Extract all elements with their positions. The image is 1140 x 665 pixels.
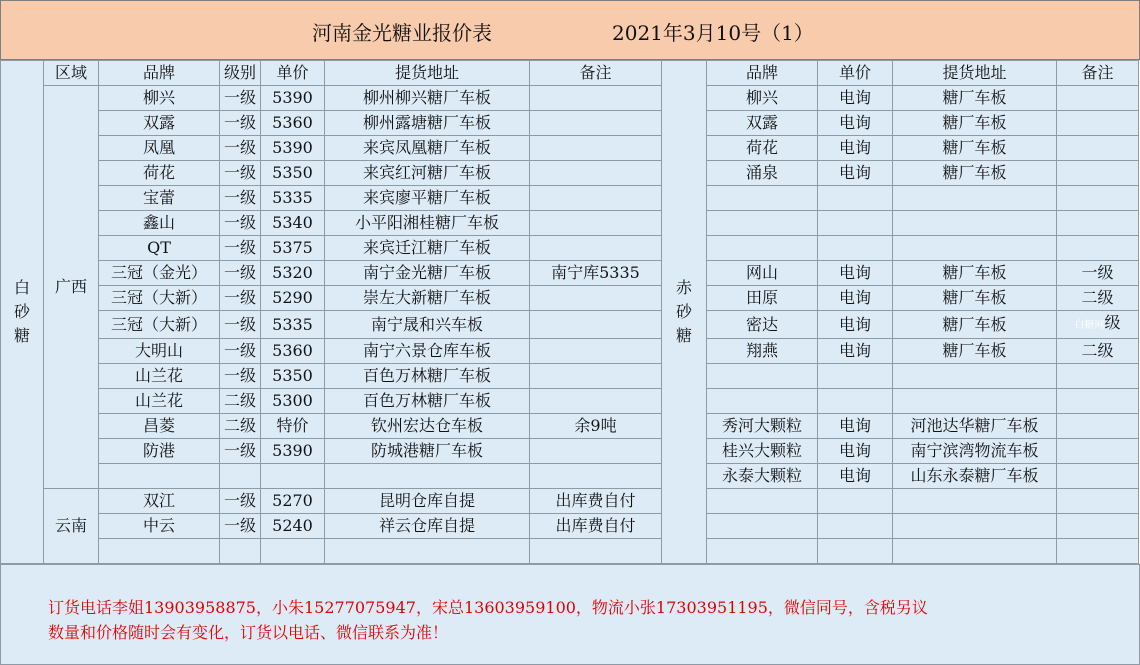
table-row [1,111,1139,136]
grade-cell: 一级 [220,514,261,539]
note-cell [530,539,662,564]
price-cell: 电询 [818,439,893,464]
sheet-date: 2021年3月10号（1） [612,21,814,45]
price-cell: 电询 [818,464,893,489]
table-row [1,261,1139,286]
price-cell: 5290 [261,286,325,311]
table-row [1,186,1139,211]
address-cell: 钦州宏达仓车板 [325,414,530,439]
grade-cell: 一级 [220,364,261,389]
price-cell: 5335 [261,186,325,211]
brand-cell [99,464,220,489]
grade-cell: 一级 [220,111,261,136]
address-cell: 祥云仓库自提 [325,514,530,539]
brand-cell: 凤凰 [99,136,220,161]
note-cell [1057,311,1139,339]
note-cell [1057,439,1139,464]
note-cell [530,389,662,414]
address-cell: 糖厂车板 [893,161,1057,186]
price-cell: 5320 [261,261,325,286]
address-cell: 南宁金光糖厂车板 [325,261,530,286]
brand-cell: 永泰大颗粒 [707,464,818,489]
address-cell [893,364,1057,389]
note-cell [1057,514,1139,539]
price-cell [818,211,893,236]
note-cell [530,186,662,211]
brand-cell [707,186,818,211]
note-cell [1057,86,1139,111]
grade-cell: 一级 [220,86,261,111]
address-cell [893,539,1057,564]
note-text: 二级 [1081,341,1114,360]
column-header: 区域 [44,61,99,86]
address-cell [893,489,1057,514]
brand-cell: 防港 [99,439,220,464]
address-cell [893,514,1057,539]
price-cell [818,389,893,414]
table-row [1,364,1139,389]
brand-cell: 鑫山 [99,211,220,236]
brand-cell: 宝蕾 [99,186,220,211]
note-cell [530,236,662,261]
note-text: 一级 [1081,263,1114,282]
grade-cell: 一级 [220,211,261,236]
price-cell: 5390 [261,136,325,161]
sheet-title: 河南金光糖业报价表 [312,21,492,45]
address-cell: 来宾迁江糖厂车板 [325,236,530,261]
price-cell [818,489,893,514]
address-cell: 糖厂车板 [893,339,1057,364]
address-cell: 糖厂车板 [893,286,1057,311]
address-cell: 糖厂车板 [893,311,1057,339]
note-text: 级 [1104,313,1121,332]
note-cell [1057,414,1139,439]
note-cell [530,111,662,136]
brand-cell: 荷花 [99,161,220,186]
price-cell: 电询 [818,261,893,286]
note-cell [530,464,662,489]
brand-cell: 大明山 [99,339,220,364]
watermark-text: 白糖网 [1074,320,1105,331]
table-row [1,311,1139,339]
price-cell: 电询 [818,311,893,339]
price-cell: 5270 [261,489,325,514]
column-header: 提货地址 [325,61,530,86]
price-table [0,60,1139,564]
grade-cell: 一级 [220,261,261,286]
note-cell [1057,186,1139,211]
note-cell [1057,464,1139,489]
address-cell: 来宾红河糖厂车板 [325,161,530,186]
column-header: 品牌 [707,61,818,86]
price-cell: 特价 [261,414,325,439]
address-cell: 崇左大新糖厂车板 [325,286,530,311]
brand-cell: 双江 [99,489,220,514]
price-cell: 电询 [818,339,893,364]
note-cell [1057,161,1139,186]
note-cell: 出库费自付 [530,489,662,514]
note-cell: 南宁库5335 [530,261,662,286]
price-cell [261,539,325,564]
brand-cell: 荷花 [707,136,818,161]
region-cell: 云南 [44,489,99,564]
brand-cell [707,389,818,414]
price-cell [818,514,893,539]
address-cell: 糖厂车板 [893,86,1057,111]
note-cell: 余9吨 [530,414,662,439]
table-row [1,439,1139,464]
title-bar [0,0,1140,60]
address-cell: 南宁滨湾物流车板 [893,439,1057,464]
note-cell [530,364,662,389]
address-cell: 山东永泰糖厂车板 [893,464,1057,489]
grade-cell: 二级 [220,389,261,414]
address-cell: 百色万林糖厂车板 [325,364,530,389]
brand-cell: 网山 [707,261,818,286]
column-header: 单价 [261,61,325,86]
price-cell: 电询 [818,111,893,136]
price-cell: 5360 [261,339,325,364]
grade-cell [220,464,261,489]
brand-cell: QT [99,236,220,261]
price-cell: 5390 [261,86,325,111]
table-row [1,286,1139,311]
note-cell [1057,136,1139,161]
note-cell [530,439,662,464]
price-cell: 电询 [818,161,893,186]
brand-cell [99,539,220,564]
table-row [1,236,1139,261]
brand-cell: 昌菱 [99,414,220,439]
address-cell: 柳州柳兴糖厂车板 [325,86,530,111]
address-cell [893,389,1057,414]
brand-cell [707,364,818,389]
address-cell: 百色万林糖厂车板 [325,389,530,414]
grade-cell: 一级 [220,136,261,161]
price-cell [818,364,893,389]
address-cell: 防城港糖厂车板 [325,439,530,464]
price-cell [818,539,893,564]
price-cell: 5375 [261,236,325,261]
address-cell: 昆明仓库自提 [325,489,530,514]
table-row [1,489,1139,514]
table-row [1,339,1139,364]
column-header: 单价 [818,61,893,86]
brand-cell: 田原 [707,286,818,311]
note-cell [530,136,662,161]
note-cell [530,339,662,364]
price-cell: 5390 [261,439,325,464]
address-cell: 糖厂车板 [893,136,1057,161]
table-row [1,514,1139,539]
price-cell: 5335 [261,311,325,339]
table-row [1,539,1139,564]
note-cell [530,211,662,236]
grade-cell: 一级 [220,489,261,514]
brand-cell: 涌泉 [707,161,818,186]
grade-cell: 一级 [220,161,261,186]
brand-cell: 秀河大颗粒 [707,414,818,439]
table-row [1,136,1139,161]
grade-cell: 一级 [220,186,261,211]
brand-cell: 柳兴 [99,86,220,111]
grade-cell: 一级 [220,286,261,311]
brand-cell: 密达 [707,311,818,339]
price-cell: 电询 [818,136,893,161]
note-cell [1057,489,1139,514]
price-cell [818,186,893,211]
grade-cell: 一级 [220,311,261,339]
table-row [1,414,1139,439]
header-row [1,61,1139,86]
note-cell [1057,364,1139,389]
brand-cell: 柳兴 [707,86,818,111]
column-header: 备注 [530,61,662,86]
address-cell [325,539,530,564]
price-cell: 电询 [818,286,893,311]
price-cell: 5300 [261,389,325,414]
column-header: 备注 [1057,61,1139,86]
price-cell: 电询 [818,86,893,111]
brand-cell: 翔燕 [707,339,818,364]
brand-cell [707,211,818,236]
table-row [1,464,1139,489]
region-cell: 广西 [44,86,99,489]
address-cell: 糖厂车板 [893,261,1057,286]
address-cell: 来宾凤凰糖厂车板 [325,136,530,161]
address-cell: 河池达华糖厂车板 [893,414,1057,439]
address-cell: 糖厂车板 [893,111,1057,136]
note-text: 二级 [1081,288,1114,307]
note-cell [1057,111,1139,136]
brand-cell: 双露 [99,111,220,136]
brand-cell: 山兰花 [99,389,220,414]
note-cell: 出库费自付 [530,514,662,539]
table-row [1,389,1139,414]
brand-cell: 三冠（大新） [99,286,220,311]
address-cell: 来宾廖平糖厂车板 [325,186,530,211]
column-header: 品牌 [99,61,220,86]
brand-cell: 双露 [707,111,818,136]
brand-cell: 中云 [99,514,220,539]
address-cell [893,211,1057,236]
note-cell [1057,339,1139,364]
address-cell [893,186,1057,211]
footer-contact-line: 订货电话李姐13903958875，小朱15277075947，宋总13603959100，物流小张17303951195，微信同号，含税另议 [48,598,928,617]
footer-notice [0,564,1140,665]
table-row [1,86,1139,111]
note-cell [530,286,662,311]
address-cell [893,236,1057,261]
brand-cell [707,514,818,539]
price-cell: 5340 [261,211,325,236]
brand-cell: 山兰花 [99,364,220,389]
brand-cell: 三冠（大新） [99,311,220,339]
note-cell [530,161,662,186]
address-cell [325,464,530,489]
white-sugar-section-label: 白 砂 糖 [1,61,44,564]
address-cell: 小平阳湘桂糖厂车板 [325,211,530,236]
brand-cell: 桂兴大颗粒 [707,439,818,464]
footer-disclaimer-line: 数量和价格随时会有变化，订货以电话、微信联系为准！ [48,623,449,642]
brand-cell [707,539,818,564]
note-cell [530,311,662,339]
grade-cell [220,539,261,564]
grade-cell: 二级 [220,414,261,439]
price-cell: 5350 [261,161,325,186]
note-cell [1057,261,1139,286]
note-cell [1057,389,1139,414]
price-cell [818,236,893,261]
brand-cell [707,236,818,261]
price-cell: 5240 [261,514,325,539]
grade-cell: 一级 [220,236,261,261]
price-cell: 5350 [261,364,325,389]
note-cell [1057,236,1139,261]
address-cell: 南宁六景仓库车板 [325,339,530,364]
table-row [1,161,1139,186]
address-cell: 南宁晟和兴车板 [325,311,530,339]
note-cell [1057,539,1139,564]
address-cell: 柳州露塘糖厂车板 [325,111,530,136]
note-cell [1057,211,1139,236]
column-header: 级别 [220,61,261,86]
column-header: 提货地址 [893,61,1057,86]
price-cell [261,464,325,489]
price-cell: 电询 [818,414,893,439]
grade-cell: 一级 [220,439,261,464]
note-cell [1057,286,1139,311]
brand-cell [707,489,818,514]
note-cell [530,86,662,111]
grade-cell: 一级 [220,339,261,364]
brand-cell: 三冠（金光） [99,261,220,286]
price-cell: 5360 [261,111,325,136]
brown-sugar-section-label: 赤 砂 糖 [662,61,707,564]
table-row [1,211,1139,236]
